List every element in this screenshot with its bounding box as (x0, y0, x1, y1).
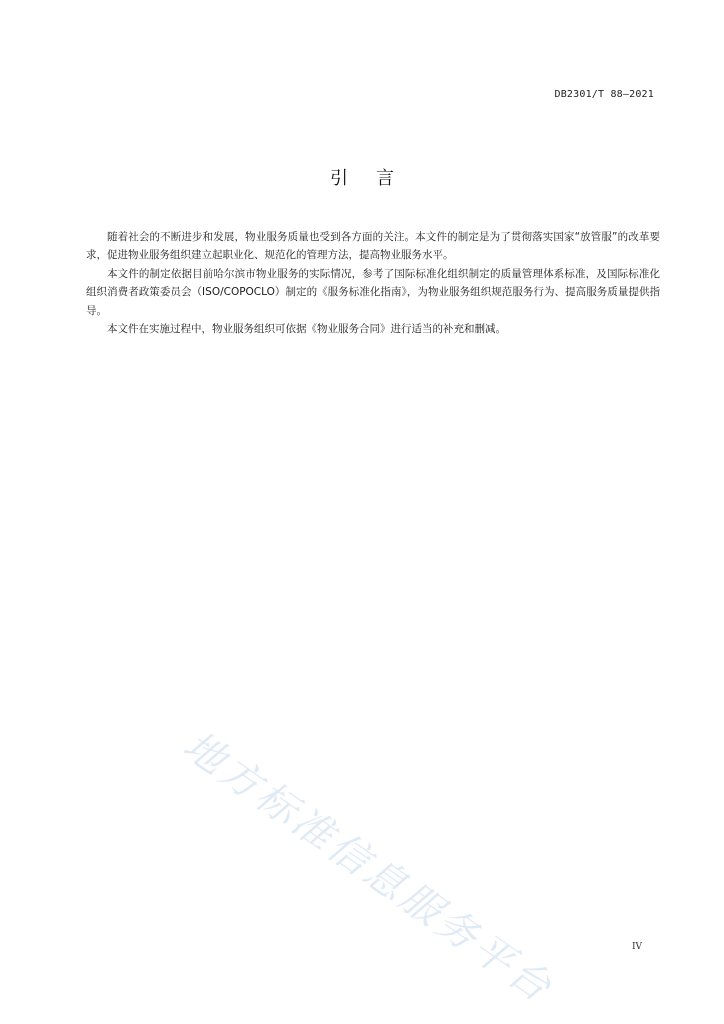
paragraph: 本文件的制定依据目前哈尔滨市物业服务的实际情况，参考了国际标准化组织制定的质量管理体系标准，及国际标准化组织消费者政策委员会（ISO/COPOCLO）制定的《服务标准化指南》，为物业服务组织规范服务行为、提高服务质量提供指导。 (86, 267, 660, 317)
page-number: IV (631, 942, 642, 952)
paragraph: 本文件在实施过程中，物业服务组织可依据《物业服务合同》进行适当的补充和删减。 (107, 323, 506, 336)
document-code: DB2301/T 88—2021 (554, 89, 654, 100)
section-title: 引言 (330, 168, 422, 189)
paragraph: 随着社会的不断进步和发展，物业服务质量也受到各方面的关注。本文件的制定是为了贯彻落实国家“放管服”的改革要求，促进物业服务组织建立起职业化、规范化的管理方法，提高物业服务水平。 (86, 231, 660, 262)
watermark: 地方标准信息服务平台 (174, 722, 562, 1013)
body-text (86, 228, 660, 338)
